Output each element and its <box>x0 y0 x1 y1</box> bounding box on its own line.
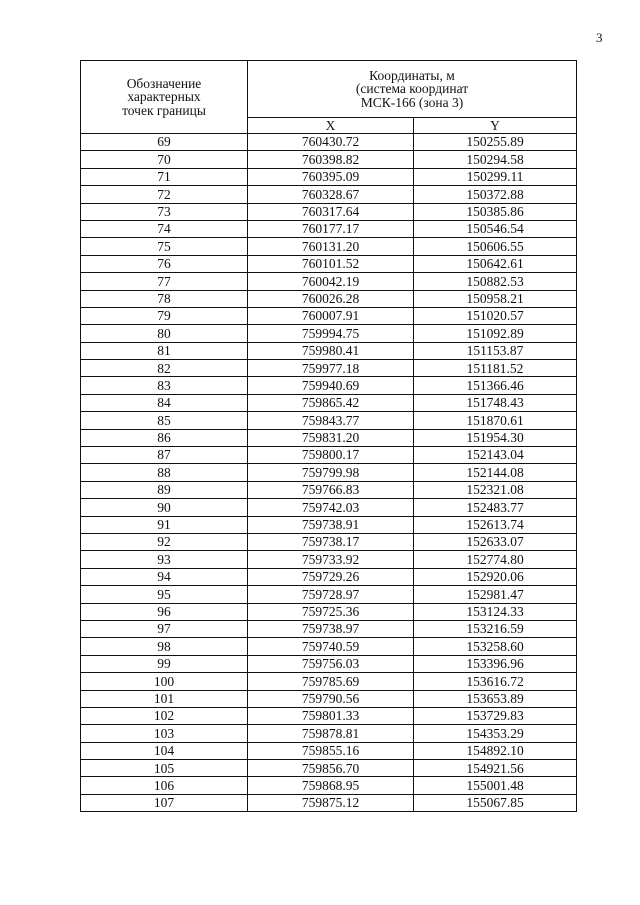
coord-x-cell: 759856.70 <box>248 760 414 777</box>
coord-x-cell: 759740.59 <box>248 638 414 655</box>
point-number-cell: 81 <box>81 342 248 359</box>
header-coordinates-line: Координаты, м <box>369 67 455 83</box>
table-row <box>81 186 577 203</box>
coord-x-cell: 759994.75 <box>248 325 414 342</box>
coord-y-cell: 152774.80 <box>414 551 577 568</box>
coord-y-cell: 155067.85 <box>414 794 577 811</box>
table-row <box>81 255 577 272</box>
page-number: 3 <box>596 30 603 45</box>
header-coordinates <box>248 61 577 118</box>
coord-x-cell: 760177.17 <box>248 220 414 237</box>
point-number-cell: 92 <box>81 533 248 550</box>
coord-y-cell: 150299.11 <box>414 168 577 185</box>
coord-y-cell: 150882.53 <box>414 273 577 290</box>
point-number-cell: 105 <box>81 760 248 777</box>
coord-y-cell: 154353.29 <box>414 725 577 742</box>
point-number-cell: 78 <box>81 290 248 307</box>
header-col-x: X <box>248 118 414 134</box>
coord-x-cell: 759843.77 <box>248 412 414 429</box>
coord-x-cell: 759940.69 <box>248 377 414 394</box>
coord-x-cell: 759725.36 <box>248 603 414 620</box>
point-number-cell: 95 <box>81 586 248 603</box>
point-number-cell: 74 <box>81 220 248 237</box>
coord-x-cell: 760131.20 <box>248 238 414 255</box>
coord-y-cell: 152613.74 <box>414 516 577 533</box>
point-number-cell: 93 <box>81 551 248 568</box>
point-number-cell: 76 <box>81 255 248 272</box>
coord-y-cell: 150546.54 <box>414 220 577 237</box>
point-number-cell: 83 <box>81 377 248 394</box>
coord-y-cell: 150255.89 <box>414 134 577 151</box>
coord-y-cell: 150642.61 <box>414 255 577 272</box>
coord-x-cell: 759799.98 <box>248 464 414 481</box>
coord-x-cell: 759865.42 <box>248 394 414 411</box>
table-row <box>81 794 577 811</box>
table-row <box>81 394 577 411</box>
coord-y-cell: 152981.47 <box>414 586 577 603</box>
coordinates-table <box>80 60 577 812</box>
coord-x-cell: 759977.18 <box>248 360 414 377</box>
coord-x-cell: 760328.67 <box>248 186 414 203</box>
coord-y-cell: 150958.21 <box>414 290 577 307</box>
coord-x-cell: 759729.26 <box>248 568 414 585</box>
coord-x-cell: 759766.83 <box>248 481 414 498</box>
point-number-cell: 71 <box>81 168 248 185</box>
point-number-cell: 107 <box>81 794 248 811</box>
table-row <box>81 707 577 724</box>
coord-y-cell: 152920.06 <box>414 568 577 585</box>
coord-x-cell: 760101.52 <box>248 255 414 272</box>
coord-y-cell: 150294.58 <box>414 151 577 168</box>
table-row <box>81 325 577 342</box>
point-number-cell: 102 <box>81 707 248 724</box>
table-row <box>81 342 577 359</box>
coord-x-cell: 760398.82 <box>248 151 414 168</box>
coord-x-cell: 759878.81 <box>248 725 414 742</box>
coord-x-cell: 759790.56 <box>248 690 414 707</box>
point-number-cell: 70 <box>81 151 248 168</box>
point-number-cell: 100 <box>81 673 248 690</box>
coord-x-cell: 760026.28 <box>248 290 414 307</box>
header-point-designation <box>81 61 248 134</box>
coord-x-cell: 759738.17 <box>248 533 414 550</box>
table-row <box>81 742 577 759</box>
table-row <box>81 447 577 464</box>
coord-x-cell: 760430.72 <box>248 134 414 151</box>
table-row <box>81 220 577 237</box>
header-coordinates-line: МСК-166 (зона 3) <box>360 94 464 110</box>
coord-y-cell: 154892.10 <box>414 742 577 759</box>
coord-y-cell: 152483.77 <box>414 499 577 516</box>
point-number-cell: 85 <box>81 412 248 429</box>
coord-y-cell: 151748.43 <box>414 394 577 411</box>
point-number-cell: 75 <box>81 238 248 255</box>
point-number-cell: 94 <box>81 568 248 585</box>
coord-y-cell: 151020.57 <box>414 307 577 324</box>
coord-x-cell: 759756.03 <box>248 655 414 672</box>
coord-y-cell: 152144.08 <box>414 464 577 481</box>
coord-y-cell: 151181.52 <box>414 360 577 377</box>
coord-y-cell: 150385.86 <box>414 203 577 220</box>
point-number-cell: 82 <box>81 360 248 377</box>
table-row <box>81 690 577 707</box>
table-row <box>81 307 577 324</box>
table-row <box>81 516 577 533</box>
table-row <box>81 603 577 620</box>
table-row <box>81 533 577 550</box>
table-row <box>81 238 577 255</box>
coord-y-cell: 152143.04 <box>414 447 577 464</box>
point-number-cell: 90 <box>81 499 248 516</box>
coord-y-cell: 151366.46 <box>414 377 577 394</box>
coord-y-cell: 154921.56 <box>414 760 577 777</box>
coord-x-cell: 760317.64 <box>248 203 414 220</box>
coord-y-cell: 151092.89 <box>414 325 577 342</box>
coord-y-cell: 153653.89 <box>414 690 577 707</box>
coord-y-cell: 155001.48 <box>414 777 577 794</box>
point-number-cell: 98 <box>81 638 248 655</box>
point-number-cell: 69 <box>81 134 248 151</box>
table-row <box>81 360 577 377</box>
table-row <box>81 673 577 690</box>
coord-x-cell: 759728.97 <box>248 586 414 603</box>
point-number-cell: 104 <box>81 742 248 759</box>
point-number-cell: 99 <box>81 655 248 672</box>
coord-y-cell: 153216.59 <box>414 620 577 637</box>
table-header <box>81 61 577 134</box>
coord-y-cell: 153258.60 <box>414 638 577 655</box>
coord-x-cell: 760395.09 <box>248 168 414 185</box>
coord-x-cell: 759875.12 <box>248 794 414 811</box>
coord-x-cell: 759801.33 <box>248 707 414 724</box>
coord-x-cell: 759831.20 <box>248 429 414 446</box>
header-coordinates-line: (система координат <box>355 81 469 97</box>
point-number-cell: 97 <box>81 620 248 637</box>
table-row <box>81 481 577 498</box>
point-number-cell: 79 <box>81 307 248 324</box>
table-row <box>81 725 577 742</box>
table-row <box>81 134 577 151</box>
table-row <box>81 203 577 220</box>
table-row <box>81 377 577 394</box>
point-number-cell: 103 <box>81 725 248 742</box>
coord-y-cell: 150606.55 <box>414 238 577 255</box>
coord-y-cell: 153616.72 <box>414 673 577 690</box>
point-number-cell: 72 <box>81 186 248 203</box>
table-body <box>81 134 577 812</box>
point-number-cell: 96 <box>81 603 248 620</box>
point-number-cell: 106 <box>81 777 248 794</box>
point-number-cell: 101 <box>81 690 248 707</box>
coord-x-cell: 760007.91 <box>248 307 414 324</box>
coord-x-cell: 759738.91 <box>248 516 414 533</box>
coord-x-cell: 759733.92 <box>248 551 414 568</box>
table-row <box>81 499 577 516</box>
coord-y-cell: 150372.88 <box>414 186 577 203</box>
coord-y-cell: 151954.30 <box>414 429 577 446</box>
header-designation-line: характерных <box>127 89 201 105</box>
table-row <box>81 620 577 637</box>
coord-x-cell: 759868.95 <box>248 777 414 794</box>
point-number-cell: 88 <box>81 464 248 481</box>
point-number-cell: 87 <box>81 447 248 464</box>
table-row <box>81 412 577 429</box>
coord-x-cell: 759785.69 <box>248 673 414 690</box>
coord-y-cell: 153124.33 <box>414 603 577 620</box>
point-number-cell: 86 <box>81 429 248 446</box>
table-row <box>81 568 577 585</box>
coord-x-cell: 760042.19 <box>248 273 414 290</box>
header-designation-line: Обозначение <box>126 75 202 91</box>
table-row <box>81 777 577 794</box>
coord-y-cell: 152321.08 <box>414 481 577 498</box>
coord-x-cell: 759742.03 <box>248 499 414 516</box>
coord-y-cell: 151153.87 <box>414 342 577 359</box>
table-row <box>81 638 577 655</box>
table-row <box>81 290 577 307</box>
table-row <box>81 151 577 168</box>
coord-x-cell: 759855.16 <box>248 742 414 759</box>
table-row <box>81 551 577 568</box>
point-number-cell: 91 <box>81 516 248 533</box>
table-row <box>81 168 577 185</box>
coord-y-cell: 153396.96 <box>414 655 577 672</box>
table-row <box>81 273 577 290</box>
coord-x-cell: 759800.17 <box>248 447 414 464</box>
point-number-cell: 80 <box>81 325 248 342</box>
table-row <box>81 586 577 603</box>
table-row <box>81 655 577 672</box>
header-designation-line: точек границы <box>122 102 206 118</box>
table-row <box>81 464 577 481</box>
coord-y-cell: 151870.61 <box>414 412 577 429</box>
header-col-y: Y <box>414 118 577 134</box>
table-row <box>81 429 577 446</box>
coord-y-cell: 153729.83 <box>414 707 577 724</box>
point-number-cell: 84 <box>81 394 248 411</box>
table-row <box>81 760 577 777</box>
point-number-cell: 77 <box>81 273 248 290</box>
coord-x-cell: 759980.41 <box>248 342 414 359</box>
coord-x-cell: 759738.97 <box>248 620 414 637</box>
coord-y-cell: 152633.07 <box>414 533 577 550</box>
point-number-cell: 73 <box>81 203 248 220</box>
point-number-cell: 89 <box>81 481 248 498</box>
